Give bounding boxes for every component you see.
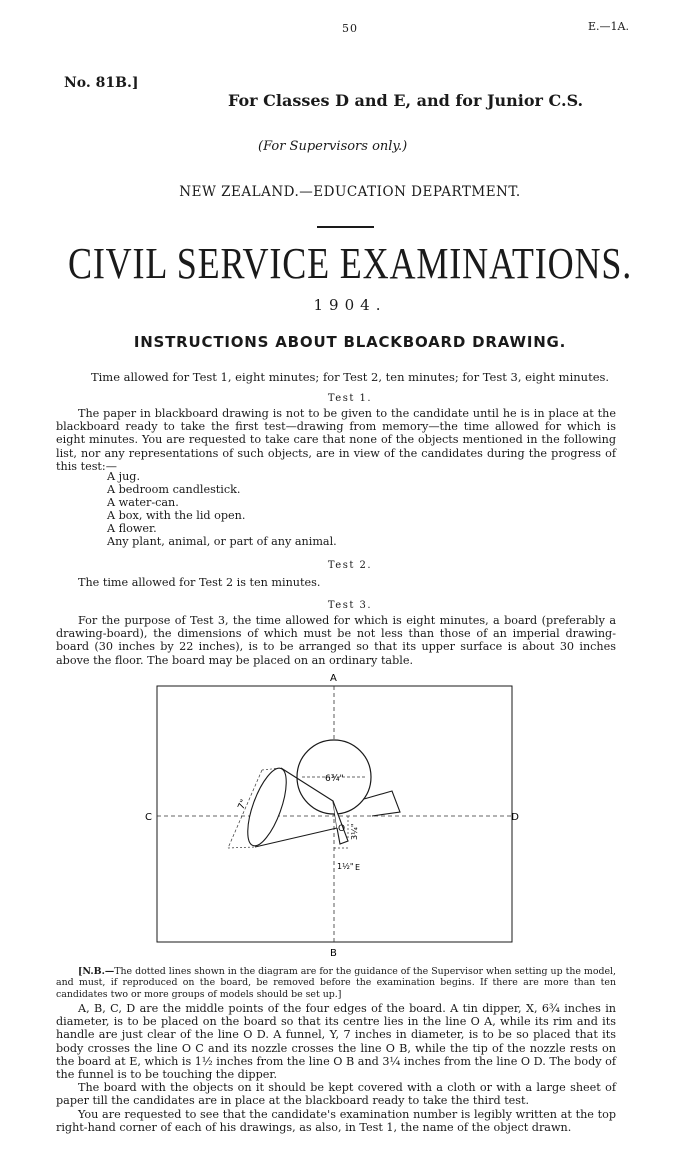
supervisors-note: (For Supervisors only.) (258, 139, 408, 154)
board-diagram (145, 670, 520, 960)
dipper-handle (364, 791, 400, 816)
test3-instructions (56, 1002, 616, 1134)
test1-heading: Test 1. (327, 393, 373, 404)
test3-paragraph: For the purpose of Test 3, the time allowed for which is eight minutes, a board (preferably a drawing-board), the dimensions of which must be not less than those of an imperial drawing-board (30 inches by 22 inches), is to be arranged so that its upper surface is about 30 inches above the floor. The board may be placed on an ordinary table. (56, 614, 616, 667)
list-item: Any plant, animal, or part of any animal. (107, 534, 337, 548)
department-heading: NEW ZEALAND.—EDUCATION DEPARTMENT. (179, 184, 521, 200)
label-e: E (355, 863, 361, 872)
test2-heading: Test 2. (327, 560, 373, 571)
label-offset-od: 1½" (337, 862, 354, 871)
document-number: No. 81B.] (64, 75, 139, 91)
list-item: A flower. (107, 521, 157, 535)
list-item: A box, with the lid open. (107, 508, 246, 522)
instruction-paragraph: You are requested to see that the candidate's examination number is legibly written at the top right-hand corner of each of his drawings, as also, in Test 1, the name of the object drawn. (56, 1107, 616, 1134)
label-c: C (145, 812, 152, 823)
title-divider (317, 226, 374, 228)
instruction-paragraph: The board with the objects on it should be kept covered with a cloth or with a large sheet of paper till the candidates are in place at the blackboard ready to take the third test. (56, 1081, 616, 1108)
label-dipper-diameter: 6¾" (325, 774, 344, 784)
time-allowed: Time allowed for Test 1, eight minutes; for Test 2, ten minutes; for Test 3, eight minutes. (90, 370, 610, 384)
test2-paragraph: The time allowed for Test 2 is ten minutes. (78, 576, 321, 589)
label-funnel-diameter: 7" (236, 798, 250, 812)
page-number: 50 (342, 22, 358, 35)
label-d: D (511, 812, 519, 823)
exam-year: 1904. (313, 296, 387, 314)
instructions-subheading: INSTRUCTIONS ABOUT BLACKBOARD DRAWING. (133, 333, 567, 351)
list-item: A bedroom candlestick. (107, 482, 241, 496)
classes-heading: For Classes D and E, and for Junior C.S. (228, 91, 584, 110)
label-b: B (330, 948, 337, 959)
test1-object-list (107, 471, 337, 548)
list-item: A jug. (107, 470, 141, 483)
funnel-rim (240, 764, 294, 851)
nb-text: The dotted lines shown in the diagram are for the guidance of the Supervisor when setting up the model, and must, if reproduced on the board, be removed before the examination begins. If there are more than ten candidates two or more groups of models should be set up.] (56, 966, 616, 1000)
test1-paragraph: The paper in blackboard drawing is not to be given to the candidate until he is in place at the blackboard ready to take the first test—drawing from memory—the time allowed for which is eight minutes. You are requested to take care that none of the objects mentioned in the following list, nor any representations of such objects, are in view of the candidates during the progress of this test:— (56, 407, 616, 473)
nb-note (56, 966, 616, 1000)
list-item: A water-can. (107, 495, 179, 509)
label-offset-ob: 3¼" (350, 823, 359, 840)
document-reference: E.—1A. (588, 20, 629, 33)
test3-heading: Test 3. (327, 600, 373, 611)
page-title: CIVIL SERVICE EXAMINATIONS. (67, 239, 633, 288)
label-a: A (330, 673, 337, 684)
nb-lead: [N.B.— (78, 966, 115, 977)
instruction-paragraph: A, B, C, D are the middle points of the four edges of the board. A tin dipper, X, 6¾ inches in diameter, is to be placed on the board so that its centre lies in the line O A, while its rim and its handle are just clear of the line O D. A funnel, Y, 7 inches in diameter, is to be so placed that its body crosses the line O C and its nozzle crosses the line O B, while the tip of the nozzle rests on the board at E, which is 1½ inches from the line O B and 3¼ inches from the line O D. The body of the funnel is to be touching the dipper. (56, 1002, 616, 1082)
label-o: O (338, 824, 346, 834)
